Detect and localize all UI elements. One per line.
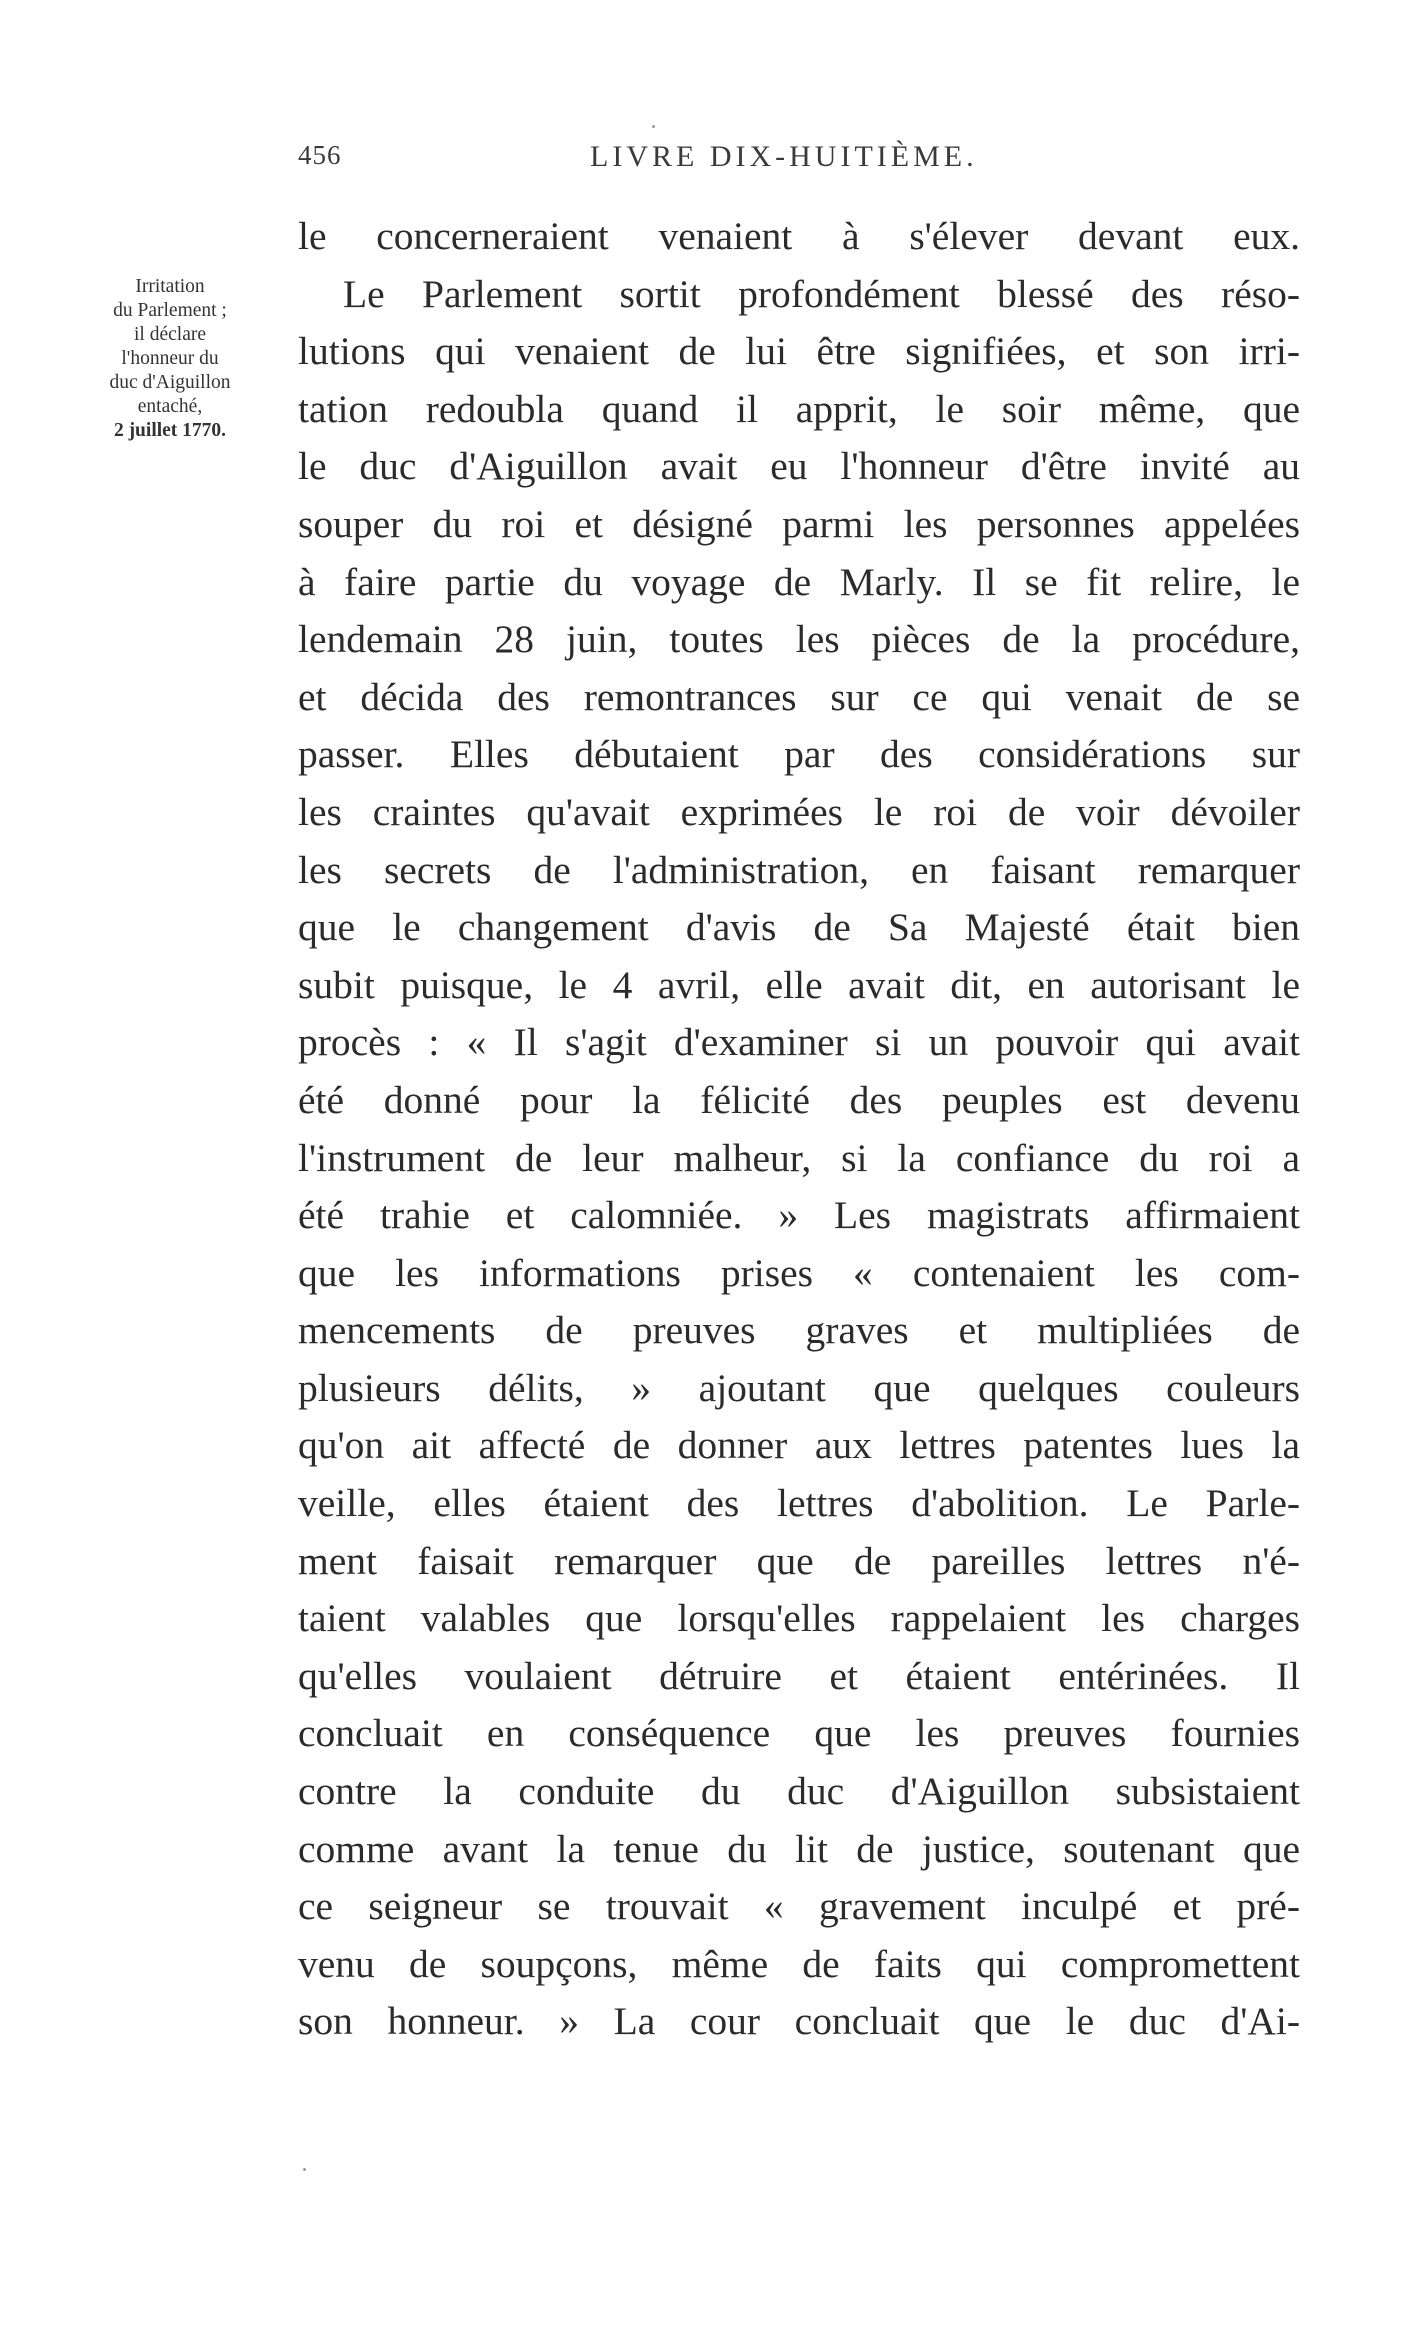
text-line: que le changement d'avis de Sa Majesté était bien (298, 905, 1300, 950)
page-header (0, 140, 1413, 190)
margin-note-line: du Parlement ; (113, 300, 227, 321)
text-line: lutions qui venaient de lui être signifiées, et son irri- (298, 329, 1300, 374)
margin-note-line: Irritation (135, 276, 205, 297)
text-line: subit puisque, le 4 avril, elle avait dit, en autorisant le (298, 962, 1300, 1007)
text-line: le concerneraient venaient à s'élever devant eux. (298, 214, 1300, 258)
text-line: à faire partie du voyage de Marly. Il se fit relire, le (298, 559, 1300, 604)
text-line: procès : « Il s'agit d'examiner si un pouvoir qui avait (298, 1020, 1300, 1065)
margin-note (60, 275, 280, 443)
paper-speck (652, 125, 655, 128)
text-line: ment faisait remarquer que de pareilles lettres n'é- (298, 1538, 1300, 1583)
text-line: mencements de preuves graves et multipliées de (298, 1308, 1300, 1353)
margin-note-line: il déclare (134, 324, 206, 345)
paragraph-first-line: Le Parlement sortit profondément blessé des réso- (343, 271, 1300, 316)
text-line: comme avant la tenue du lit de justice, soutenant que (298, 1826, 1300, 1871)
text-line: ce seigneur se trouvait « gravement inculpé et pré- (298, 1884, 1300, 1929)
text-line: venu de soupçons, même de faits qui compromettent (298, 1941, 1300, 1986)
text-line: qu'elles voulaient détruire et étaient entérinées. Il (298, 1653, 1300, 1698)
text-line: son honneur. » La cour concluait que le duc d'Ai- (298, 1999, 1300, 2044)
text-line: et décida des remontrances sur ce qui venait de se (298, 674, 1300, 719)
text-line: qu'on ait affecté de donner aux lettres patentes lues la (298, 1423, 1300, 1468)
text-line: le duc d'Aiguillon avait eu l'honneur d'être invité au (298, 444, 1300, 489)
text-line: taient valables que lorsqu'elles rappelaient les charges (298, 1596, 1300, 1641)
running-head: LIVRE DIX-HUITIÈME. (590, 140, 978, 173)
margin-note-line: entaché, (137, 396, 203, 417)
text-line: contre la conduite du duc d'Aiguillon subsistaient (298, 1769, 1300, 1814)
text-line: plusieurs délits, » ajoutant que quelques couleurs (298, 1365, 1300, 1410)
text-line: passer. Elles débutaient par des considérations sur (298, 732, 1300, 777)
text-line: tation redoubla quand il apprit, le soir même, que (298, 386, 1300, 431)
margin-note-line: l'honneur du (121, 348, 219, 369)
text-line: que les informations prises « contenaient les com- (298, 1250, 1300, 1295)
paper-speck (303, 2168, 306, 2171)
body-text (298, 208, 1300, 2051)
text-line: été trahie et calomniée. » Les magistrats affirmaient (298, 1193, 1300, 1238)
text-line: concluait en conséquence que les preuves fournies (298, 1711, 1300, 1756)
margin-note-line: duc d'Aiguillon (109, 372, 231, 393)
text-line: été donné pour la félicité des peuples est devenu (298, 1077, 1300, 1122)
margin-note-date: 2 juillet 1770. (113, 420, 227, 441)
text-line: l'instrument de leur malheur, si la confiance du roi a (298, 1135, 1300, 1180)
text-line: souper du roi et désigné parmi les personnes appelées (298, 501, 1300, 546)
text-line: les secrets de l'administration, en faisant remarquer (298, 847, 1300, 892)
page-number: 456 (298, 140, 342, 170)
text-line: lendemain 28 juin, toutes les pièces de la procédure, (298, 617, 1300, 662)
text-line: les craintes qu'avait exprimées le roi de voir dévoiler (298, 789, 1300, 834)
text-line: veille, elles étaient des lettres d'abolition. Le Parle- (298, 1481, 1300, 1526)
